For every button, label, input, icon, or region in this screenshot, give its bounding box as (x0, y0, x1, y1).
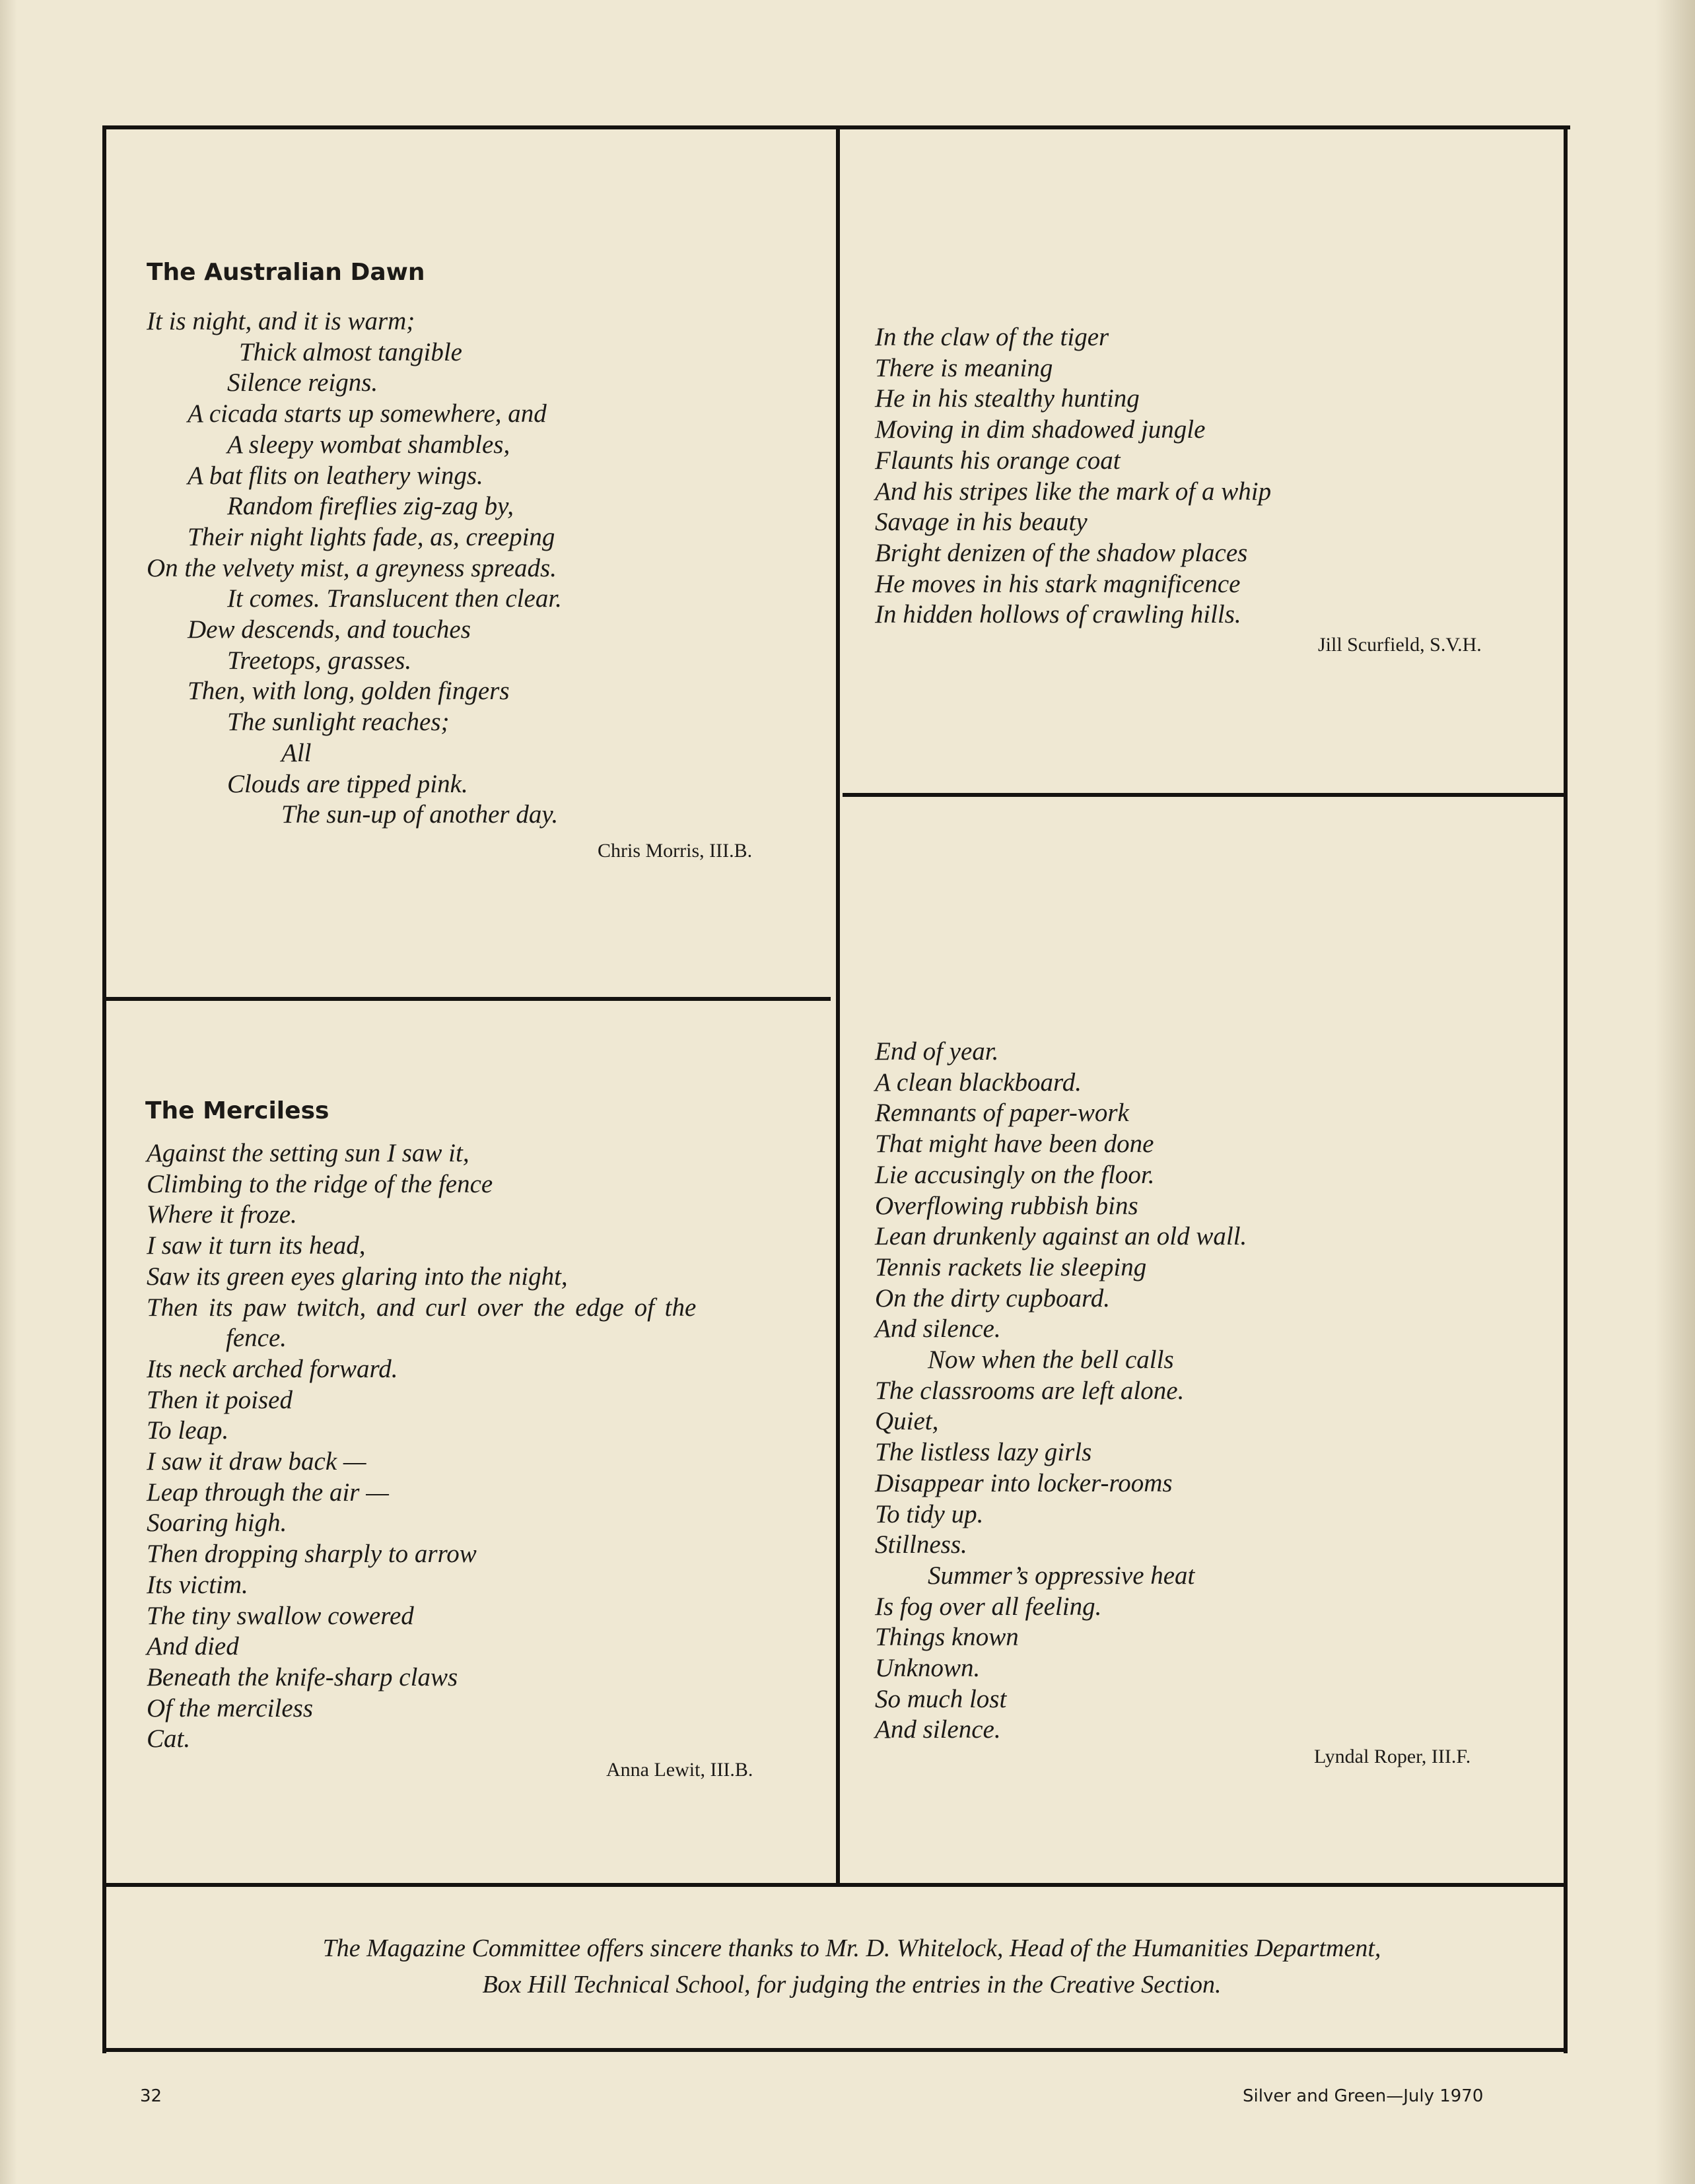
poem-line: And died (147, 1632, 239, 1661)
poem-line: Its victim. (147, 1570, 248, 1599)
poem-author-australian-dawn: Chris Morris, III.B. (598, 840, 753, 862)
poem-line: Savage in his beauty (875, 508, 1088, 537)
poem-line: Random fireflies zig-zag by, (227, 492, 514, 521)
poem-line: Against the setting sun I saw it, (147, 1139, 469, 1167)
poem-line: Overflowing rubbish bins (875, 1191, 1138, 1220)
poem-line: I saw it turn its head, (147, 1231, 366, 1260)
poem-author-tiger: Jill Scurfield, S.V.H. (1318, 634, 1482, 656)
poem-line: Their night lights fade, as, creeping (188, 522, 555, 551)
poem-line: So much lost (875, 1684, 1007, 1713)
poem-line: Then it poised (147, 1385, 293, 1414)
poem-line: And silence. (875, 1314, 1001, 1344)
frame-right-border (1564, 125, 1568, 2053)
poem-line: That might have been done (875, 1130, 1154, 1159)
poem-line: Of the merciless (147, 1693, 313, 1723)
poem-line: On the velvety mist, a greyness spreads. (147, 553, 557, 582)
poem-line: Then its paw twitch, and curl over the edge of the (147, 1293, 697, 1322)
poem-line: Clouds are tipped pink. (227, 769, 468, 798)
poem-line: Leap through the air — (147, 1478, 389, 1507)
poem-line: Dew descends, and touches (188, 615, 471, 644)
poem-line: Silence reigns. (227, 368, 378, 397)
frame-bottom-border (102, 2048, 1568, 2052)
poem-line: Summer’s oppressive heat (928, 1561, 1195, 1590)
poem-line: A clean blackboard. (875, 1068, 1082, 1097)
poem-line: Saw its green eyes glaring into the night, (147, 1262, 568, 1291)
poem-line: I saw it draw back — (147, 1447, 366, 1476)
poem-line: Unknown. (875, 1654, 981, 1683)
poem-line: The sunlight reaches; (227, 708, 450, 737)
poem-author-merciless: Anna Lewit, III.B. (606, 1759, 753, 1781)
poem-line: The sun-up of another day. (281, 800, 559, 829)
poem-line: A cicada starts up somewhere, and (188, 399, 547, 428)
poem-line: Lean drunkenly against an old wall. (875, 1222, 1247, 1251)
poem-line: Climbing to the ridge of the fence (147, 1169, 493, 1198)
page-edge-shadow (1655, 0, 1695, 2184)
poem-line: All (281, 738, 312, 767)
poem-line: And his stripes like the mark of a whip (875, 477, 1272, 506)
poem-line: Where it froze. (147, 1200, 297, 1229)
poem-body-tiger (875, 322, 1271, 631)
poem-line: Lie accusingly on the floor. (875, 1160, 1155, 1189)
poem-title-merciless: The Merciless (145, 1097, 329, 1124)
poem-author-end-of-year: Lyndal Roper, III.F. (1314, 1746, 1471, 1767)
acknowledgement-line: Box Hill Technical School, for judging the entries in the Creative Section. (482, 1971, 1222, 1998)
poem-line: Treetops, grasses. (227, 646, 412, 675)
poem-line: Then dropping sharply to arrow (147, 1540, 477, 1569)
acknowledgement-line: The Magazine Committee offers sincere thanks to Mr. D. Whitelock, Head of the Humanities Department, (322, 1934, 1381, 1962)
poem-line: On the dirty cupboard. (875, 1283, 1111, 1313)
poem-line: Its neck arched forward. (147, 1354, 398, 1383)
frame-right-horizontal-divider (843, 793, 1565, 797)
poem-line: In hidden hollows of crawling hills. (875, 600, 1241, 629)
frame-left-horizontal-divider (106, 997, 831, 1001)
poem-line: He moves in his stark magnificence (875, 569, 1241, 598)
poem-line: Soaring high. (147, 1509, 287, 1538)
poem-line: A bat flits on leathery wings. (188, 461, 483, 490)
frame-center-divider (836, 127, 840, 1885)
poem-line: Moving in dim shadowed jungle (875, 415, 1206, 444)
poem-line: The classrooms are left alone. (875, 1376, 1185, 1405)
poem-line: Thick almost tangible (239, 337, 462, 366)
poem-body-australian-dawn (147, 306, 562, 831)
poem-line: Cat. (147, 1724, 191, 1754)
poem-line: Stillness. (875, 1530, 967, 1559)
publication-footer: Silver and Green—July 1970 (1243, 2086, 1484, 2106)
poem-line: Then, with long, golden fingers (188, 677, 510, 706)
acknowledgement-text (106, 1930, 1598, 2003)
poem-line: Disappear into locker-rooms (875, 1468, 1173, 1497)
poem-line: Quiet, (875, 1407, 939, 1436)
page-number: 32 (140, 2086, 162, 2106)
poem-line: Is fog over all feeling. (875, 1592, 1102, 1621)
poem-line: Things known (875, 1623, 1019, 1652)
page-gutter-shadow (0, 0, 17, 2184)
poem-line: And silence. (875, 1715, 1001, 1744)
poem-title-australian-dawn: The Australian Dawn (147, 259, 425, 286)
poem-line: A sleepy wombat shambles, (227, 430, 510, 459)
poem-line: To tidy up. (875, 1499, 984, 1528)
poem-line: It comes. Translucent then clear. (227, 584, 562, 613)
poem-line: To leap. (147, 1416, 229, 1445)
poem-line: fence. (226, 1324, 287, 1353)
poem-line: There is meaning (875, 353, 1053, 382)
poem-line: Flaunts his orange coat (875, 446, 1121, 475)
poem-line: It is night, and it is warm; (147, 307, 415, 335)
poem-line: Now when the bell calls (928, 1346, 1174, 1375)
poem-line: Tennis rackets lie sleeping (875, 1252, 1147, 1281)
poem-line: He in his stealthy hunting (875, 384, 1140, 413)
poem-line: The tiny swallow cowered (147, 1601, 414, 1630)
poem-line: Bright denizen of the shadow places (875, 538, 1248, 567)
poem-line: Beneath the knife-sharp claws (147, 1662, 458, 1691)
poem-line: In the claw of the tiger (875, 323, 1109, 351)
poem-body-merciless (147, 1138, 696, 1755)
frame-acknowledgement-divider (106, 1883, 1565, 1887)
frame-left-border (102, 125, 106, 2053)
poem-line: End of year. (875, 1037, 999, 1066)
poem-body-end-of-year (875, 1037, 1247, 1746)
poem-line: The listless lazy girls (875, 1438, 1092, 1467)
poem-line: Remnants of paper-work (875, 1099, 1129, 1128)
